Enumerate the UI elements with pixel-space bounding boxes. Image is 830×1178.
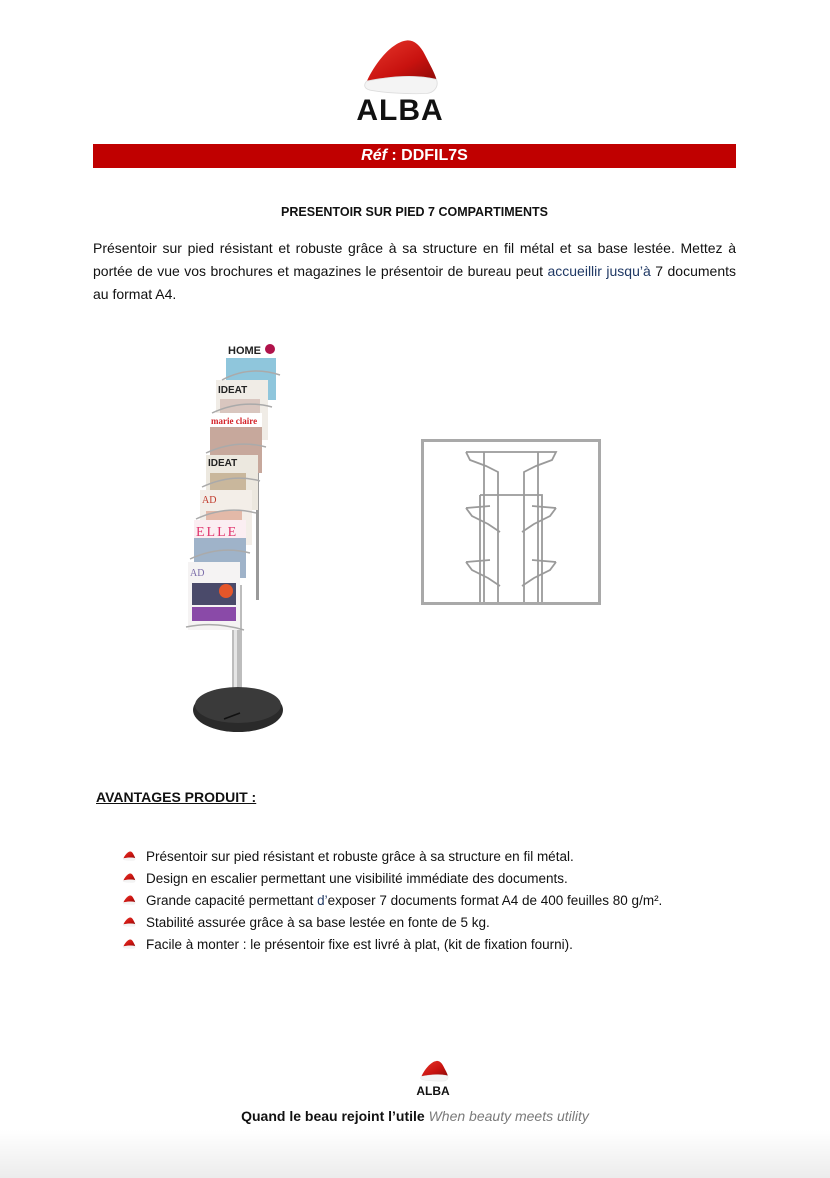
- product-title: PRESENTOIR SUR PIED 7 COMPARTIMENTS: [281, 205, 548, 219]
- page-bottom-shade: [0, 1130, 830, 1178]
- description-text-1: Présentoir sur pied résistant et robuste grâce à sa structure en fil métal et sa base lestée. Mettez à portée de vue vos brochures et magazines le présentoir de bureau peut: [93, 240, 736, 279]
- footer-tagline: [0, 1108, 830, 1124]
- svg-text:marie claire: marie claire: [211, 416, 258, 426]
- santa-hat-icon: [421, 1061, 448, 1081]
- advantage-text: Design en escalier permettant une visibilité immédiate des documents.: [146, 870, 568, 886]
- santa-hat-icon: [365, 40, 437, 93]
- advantage-item: [122, 911, 662, 933]
- tagline-english: When beauty meets utility: [428, 1108, 589, 1124]
- advantage-text: Stabilité assurée grâce à sa base lestée en fonte de 5 kg.: [146, 914, 490, 930]
- description-highlight: accueillir jusqu’à: [547, 263, 651, 279]
- santa-hat-icon: [122, 871, 136, 885]
- advantage-text-after: exposer 7 documents format A4 de 400 feuilles 80 g/m².: [327, 892, 663, 908]
- wire-frame-drawing: [424, 442, 598, 602]
- reference-code: DDFIL7S: [401, 147, 468, 164]
- logo-text: ALBA: [356, 94, 444, 124]
- svg-text:HOME: HOME: [228, 345, 261, 357]
- svg-text:ELLE: ELLE: [196, 525, 239, 540]
- reference-label: Réf: [361, 147, 387, 164]
- magazine-7: [188, 562, 240, 630]
- wire-structure-diagram: [421, 439, 601, 605]
- advantage-text-before: Grande capacité permettant: [146, 892, 318, 908]
- svg-text:AD: AD: [190, 568, 205, 579]
- svg-text:IDEAT: IDEAT: [208, 458, 238, 469]
- advantage-item: [122, 933, 662, 955]
- product-description: [93, 237, 736, 306]
- advantage-text: Facile à monter : le présentoir fixe est livré à plat, (kit de fixation fourni).: [146, 936, 573, 952]
- advantage-item: [122, 845, 662, 867]
- description-text-2: 7 documents au format A4.: [93, 263, 736, 302]
- tagline-french: Quand le beau rejoint l’utile: [241, 1108, 425, 1124]
- product-photo: [160, 335, 300, 740]
- alba-logo: [340, 38, 460, 124]
- advantages-list: [122, 845, 662, 955]
- footer-alba-logo: [408, 1060, 458, 1098]
- santa-hat-icon: [122, 937, 136, 951]
- reference-bar: [93, 144, 736, 168]
- advantage-item: [122, 889, 662, 911]
- footer-logo-text: ALBA: [416, 1084, 450, 1098]
- santa-hat-icon: [122, 893, 136, 907]
- svg-text:AD: AD: [202, 495, 217, 506]
- reference-separator: :: [386, 147, 402, 164]
- svg-text:IDEAT: IDEAT: [218, 385, 248, 396]
- advantage-text: [146, 893, 662, 908]
- advantages-title: AVANTAGES PRODUIT :: [96, 789, 257, 805]
- santa-hat-icon: [122, 915, 136, 929]
- advantage-text-highlight: d’: [317, 892, 328, 908]
- santa-hat-icon: [122, 849, 136, 863]
- advantage-text: Présentoir sur pied résistant et robuste grâce à sa structure en fil métal.: [146, 848, 574, 864]
- advantage-item: [122, 867, 662, 889]
